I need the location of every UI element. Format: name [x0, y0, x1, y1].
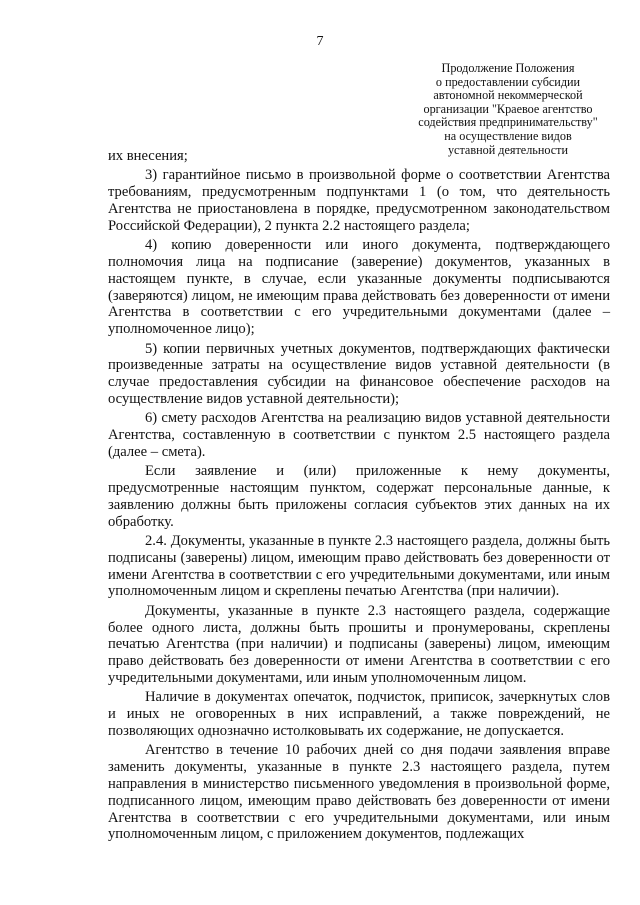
document-body — [108, 148, 610, 846]
paragraph: 5) копии первичных учетных документов, подтверждающих фактически произведенные затраты на осуществление видов уставной деятельности (в случае предоставления субсидии на финансовое обеспечение расходов на осуществление видов уставной деятельности); — [108, 340, 610, 407]
paragraph: Документы, указанные в пункте 2.3 настоящего раздела, содержащие более одного листа, должны быть прошиты и пронумерованы, скреплены печатью Агентства (при наличии) и подписаны (заверены) лицом, имеющим право действовать без доверенности от имени Агентства в соответствии с его учредительными документами, или иным уполномоченным лицом. — [108, 602, 610, 687]
header-line: содействия предпринимательству" — [418, 115, 598, 130]
paragraph: Если заявление и (или) приложенные к нему документы, предусмотренные настоящим пунктом, содержат персональные данные, к заявлению должны быть приложены согласия субъектов этих данных на их обработку. — [108, 463, 610, 530]
paragraph: их внесения; — [108, 148, 188, 164]
paragraph: Агентство в течение 10 рабочих дней со дня подачи заявления вправе заменить документы, указанные в пункте 2.3 настоящего раздела, путем направления в министерство письменного уведомления в произвольной форме, подписанного лицом, имеющим право действовать без доверенности от имени Агентства в соответствии с его учредительными документами, или иным уполномоченным лицом, с приложением документов, подлежащих — [108, 742, 610, 843]
page-number: 7 — [316, 34, 324, 49]
paragraph: 4) копию доверенности или иного документа, подтверждающего полномочия лица на подписание (заверение) документов, указанных в настоящем пункте, в случае, если указанные документы подписываются (заверяются) лицом, не имеющим права действовать без доверенности от имени Агентства в соответствии с его учредительными документами (далее – уполномоченное лицо); — [108, 237, 610, 338]
header-line: автономной некоммерческой — [433, 88, 583, 103]
header-line: организации "Краевое агентство — [423, 101, 593, 116]
paragraph: 6) смету расходов Агентства на реализацию видов уставной деятельности Агентства, составленную в соответствии с пунктом 2.5 настоящего раздела (далее – смета). — [108, 410, 610, 460]
paragraph: 3) гарантийное письмо в произвольной форме о соответствии Агентства требованиям, предусмотренным подпунктами 1 (о том, что деятельность Агентства не приостановлена в порядке, предусмотренном законодательством Российской Федерации), 2 пункта 2.2 настоящего раздела; — [108, 167, 610, 234]
header-line: о предоставлении субсидии — [435, 74, 581, 89]
header-line: на осуществление видов — [444, 128, 572, 143]
header-line: Продолжение Положения — [441, 61, 575, 75]
paragraph: 2.4. Документы, указанные в пункте 2.3 настоящего раздела, должны быть подписаны (заверены) лицом, имеющим право действовать без доверенности от имени Агентства в соответствии с его учредительными документами, или иным уполномоченным лицом и скреплены печатью Агентства (при наличии). — [108, 533, 610, 600]
header-line: уставной деятельности — [447, 142, 569, 157]
document-header — [408, 62, 608, 157]
paragraph: Наличие в документах опечаток, подчисток, приписок, зачеркнутых слов и иных не оговоренных в них исправлений, а также повреждений, не позволяющих однозначно истолковывать их содержание, не допускается. — [108, 689, 610, 740]
